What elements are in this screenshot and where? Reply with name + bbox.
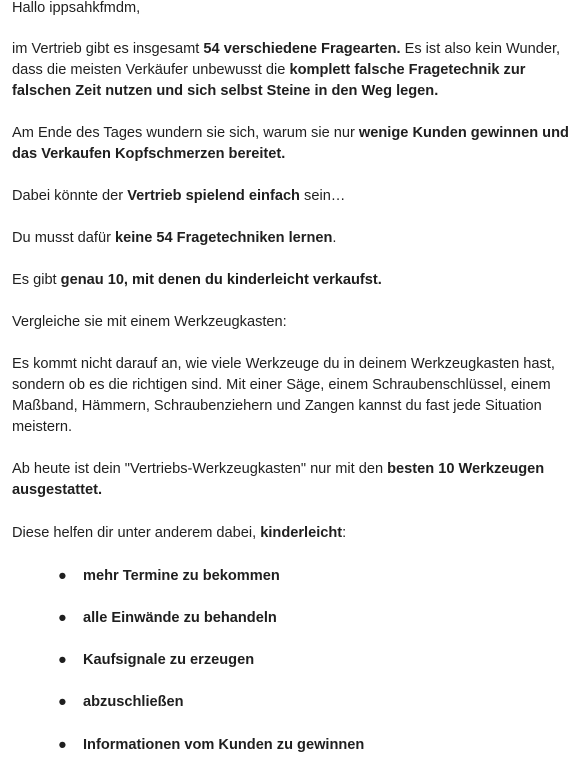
text: Diese helfen dir unter anderem dabei, [12,525,261,541]
bullet-icon: ● [58,610,67,626]
paragraph-besten-10 [12,459,570,501]
list-item [58,692,570,713]
text: Am Ende des Tages wundern sie sich, warum sie nur [12,125,359,141]
bold-text: genau 10, mit denen du kinderleicht verkaufst. [60,272,382,288]
bold-text: keine 54 Fragetechniken lernen [115,230,333,246]
bold-text: besten 10 Werkzeugen ausgestattet. [12,461,545,498]
list-item [58,608,570,629]
list-item-text: Informationen vom Kunden zu gewinnen [83,737,365,753]
paragraph-ende-des-tages [12,123,570,165]
text: sein… [299,188,346,204]
paragraph-kinderleicht [12,523,570,544]
text: Ab heute ist dein "Vertriebs-Werkzeugkasten" nur mit den [12,461,388,477]
bold-text: komplett falsche Fragetechnik zur falschen Zeit nutzen und sich selbst Steine in den Weg legen. [12,62,526,99]
text: im Vertrieb gibt es insgesamt [12,41,204,57]
paragraph-werkzeugkasten: Vergleiche sie mit einem Werkzeugkasten: [12,314,287,330]
paragraph-vertrieb-einfach [12,186,570,207]
bold-text: wenige Kunden gewinnen und das Verkaufen Kopfschmerzen bereitet. [12,125,569,162]
text: Es ist also kein Wunder, dass die meisten Verkäufer unbewusst die [12,41,561,78]
paragraph-werkzeuge: Es kommt nicht darauf an, wie viele Werkzeuge du in deinem Werkzeugkasten hast, sondern ob es die richtigen sind. Mit einer Säge, einem Schraubenschlüssel, einem Maßband, Hämmern, Schraubenziehern und Zangen kannst du fast jede Situation meistern. [12,356,555,435]
text: Du musst dafür [12,230,116,246]
text: : [342,525,347,541]
bullet-icon: ● [58,737,67,753]
text: . [332,230,337,246]
bold-text: Vertrieb spielend einfach [127,188,300,204]
bold-text: kinderleicht [260,525,343,541]
bullet-icon: ● [58,652,67,668]
bullet-icon: ● [58,568,67,584]
list-item-text: alle Einwände zu behandeln [83,610,277,626]
text: Es gibt [12,272,61,288]
list-item-text: Kaufsignale zu erzeugen [83,652,255,668]
bold-text: 54 verschiedene Fragearten. [203,41,401,57]
list-item [58,566,570,587]
paragraph-genau-10 [12,270,570,291]
list-item-text: abzuschließen [83,694,184,710]
list-item [58,650,570,671]
paragraph-keine-54 [12,228,570,249]
greeting: Hallo ippsahkfmdm, [12,0,141,16]
text: Dabei könnte der [12,188,128,204]
list-item-text: mehr Termine zu bekommen [83,568,280,584]
list-item [58,735,570,756]
bullet-icon: ● [58,694,67,710]
paragraph-fragearten [12,39,570,102]
